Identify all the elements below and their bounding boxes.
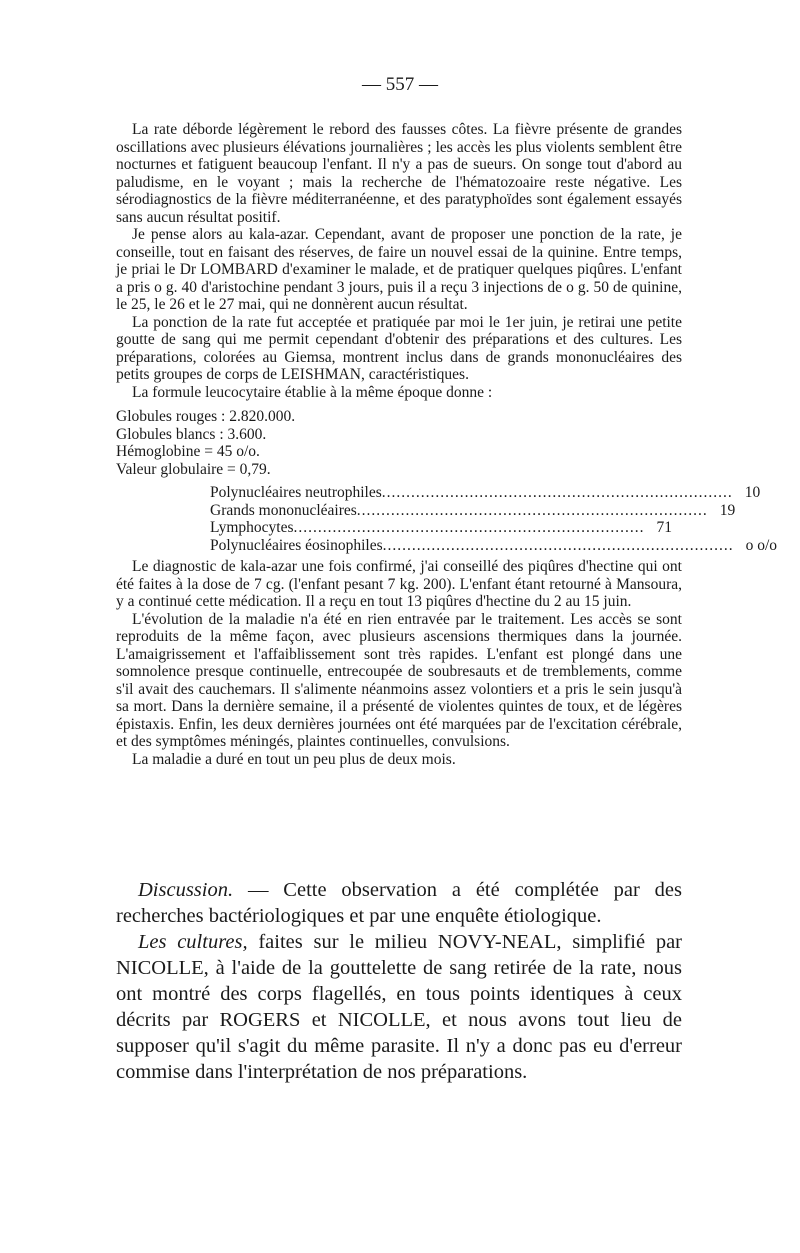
paragraph: La ponction de la rate fut acceptée et pratiquée par moi le 1er juin, je retirai une petite goutte de sang qui me permit cependant d'obtenir des préparations et des cultures. Les préparations, colorées au Giemsa, montrent inclus dans de grands mononucléaires des petits groupes de corps de LEISHMAN, caractéristiques. — [116, 313, 682, 383]
dot-leader: ........................................................................ — [382, 536, 734, 554]
paragraph: Le diagnostic de kala-azar une fois confirmé, j'ai conseillé des piqûres d'hectine qui ont été faites à la dose de 7 cg. (l'enfant pesant 7 kg. 200). L'enfant étant retourné à Mansoura, y a continué cette médication. Il a reçu en tout 13 piqûres d'hectine du 2 au 15 juin. — [116, 558, 682, 610]
blood-values — [116, 408, 682, 478]
cultures-heading: Les cultures, — [138, 931, 248, 953]
discussion-heading: Discussion. — [138, 879, 234, 901]
body-text-small — [116, 121, 778, 768]
formula-value: 71 — [656, 519, 673, 536]
paragraph: La rate déborde légèrement le rebord des fausses côtes. La fièvre présente de grandes oscillations avec plusieurs élévations journalières ; les accès les plus violents semblent être nocturnes et fatiguent beaucoup l'enfant. Il n'y a pas de sueurs. On songe tout d'abord au paludisme, en le voyant ; mais la recherche de l'hématozoaire reste négative. Les sérodiagnostics de la fièvre méditerranéenne, et des paratyphoïdes sont également essayés sans aucun résultat positif. — [116, 121, 682, 226]
paragraph: La formule leucocytaire établie à la même époque donne : — [132, 383, 493, 401]
formula-label: Lymphocytes — [210, 519, 294, 536]
dot-leader: ........................................................................ — [356, 501, 708, 519]
paragraph: La maladie a duré en tout un peu plus de deux mois. — [132, 750, 456, 768]
formula-value: o o/o — [745, 536, 778, 554]
cultures-paragraph — [116, 929, 682, 1085]
formula-value: 19 — [719, 501, 736, 519]
blood-value-line: Globules blancs : 3.600. — [116, 425, 267, 443]
formula-row — [210, 484, 761, 502]
blood-value-line: Valeur globulaire = 0,79. — [116, 460, 271, 478]
formula-row — [210, 519, 680, 537]
paragraph: Je pense alors au kala-azar. Cependant, avant de proposer une ponction de la rate, je conseille, tout en faisant des réserves, de faire un nouvel essai de la quinine. Entre temps, je priai le Dr LOMBARD d'examiner le malade, et de pratiquer quelques piqûres. L'enfant a pris o g. 40 d'aristochine pendant 3 jours, puis il a reçu 3 injections de o g. 50 de quinine, le 25, le 26 et le 27 mai, qui ne donnèrent aucun résultat. — [116, 226, 682, 313]
dot-leader: ........................................................................ — [293, 519, 645, 536]
formula-value: 10 — [744, 484, 761, 501]
blood-value-line: Globules rouges : 2.820.000. — [116, 408, 296, 425]
blood-value-line: Hémoglobine = 45 o/o. — [116, 443, 260, 460]
formula-label: Polynucléaires éosinophiles — [210, 536, 383, 554]
paragraph: L'évolution de la maladie n'a été en rien entravée par le traitement. Les accès se sont reproduits de la même façon, avec plusieurs ascensions thermiques dans la journée. L'amaigrissement et l'affaiblissement sont très rapides. L'enfant est plongé dans une somnolence presque continuelle, entrecoupée de soubresauts et de tremblements, comme s'il avait des cauchemars. Il s'alimente néanmoins assez volontiers et a pris le sein jusqu'à sa mort. Dans la dernière semaine, il a présenté de violentes quintes de toux, et de légères épistaxis. Enfin, les deux dernières journées ont été marquées par de l'excitation cérébrale, et des symptômes méningés, plaintes continuelles, convulsions. — [116, 610, 682, 750]
formula-label: Polynucléaires neutrophiles — [210, 484, 382, 501]
page-number: — 557 — — [362, 74, 438, 95]
formula-row — [210, 536, 778, 555]
discussion-paragraph — [116, 877, 682, 929]
cultures-text: faites sur le milieu NOVY-NEAL, simplifié par NICOLLE, à l'aide de la gouttelette de sang retirée de la rate, nous ont montré des corps flagellés, en tous points identiques à ceux décrits par ROGERS et NICOLLE, et nous avons tout lieu de supposer qu'il s'agit du même parasite. Il n'y a donc pas eu d'erreur commise dans l'interprétation de nos préparations. — [116, 931, 682, 1083]
leucocyte-formula — [210, 484, 778, 554]
body-text-large — [116, 877, 682, 1085]
formula-row — [210, 501, 736, 520]
formula-label: Grands mononucléaires — [210, 501, 357, 519]
discussion-text: — Cette observation a été complétée par des recherches bactériologiques et par une enquête étiologique. — [116, 879, 682, 927]
dot-leader: ........................................................................ — [381, 484, 733, 501]
